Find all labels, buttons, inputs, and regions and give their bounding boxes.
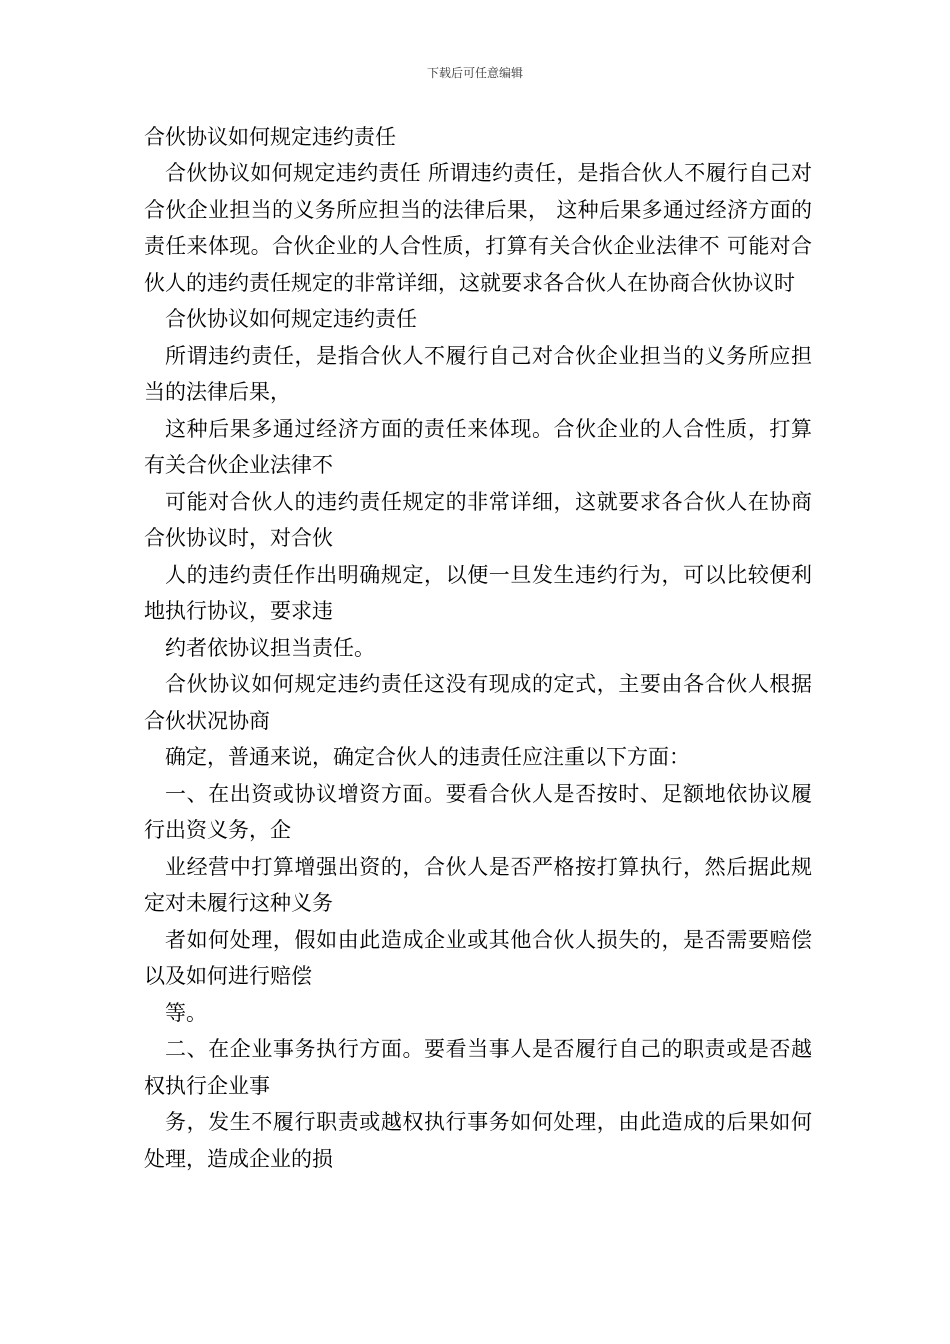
paragraph-13: 等。 (165, 1000, 207, 1025)
paragraph-9: 确定，普通来说，确定合伙人的违责任应注重以下方面： (165, 745, 690, 769)
paragraph-6: 人的违约责任作出明确规定，以便一旦发生违约行为，可以比较便利地执行协议，要求违 (144, 562, 812, 623)
document-title: 合伙协议如何规定违约责任 (144, 125, 396, 149)
paragraph-11: 业经营中打算增强出资的，合伙人是否严格按打算执行，然后据此规定对未履行这种义务 (144, 854, 812, 915)
paragraph-3: 所谓违约责任，是指合伙人不履行自己对合伙企业担当的义务所应担当的法律后果， (144, 343, 812, 404)
paragraph-7: 约者依协议担当责任。 (165, 635, 375, 660)
paragraph-1: 合伙协议如何规定违约责任 所谓违约责任，是指合伙人不履行自己对合伙企业担当的义务所应担当的法律后果， 这种后果多通过经济方面的责任来体现。合伙企业的人合性质，打算有关合伙企业法律不 可能对合伙人的违约责任规定的非常详细，这就要求各合伙人在协商合伙协议时 (144, 161, 812, 295)
paragraph-4: 这种后果多通过经济方面的责任来体现。合伙企业的人合性质，打算有关合伙企业法律不 (144, 416, 812, 477)
document-body (144, 119, 812, 1177)
header-note: 下载后可任意编辑 (426, 66, 523, 80)
paragraph-8: 合伙协议如何规定违约责任这没有现成的定式，主要由各合伙人根据合伙状况协商 (144, 672, 812, 733)
paragraph-2: 合伙协议如何规定违约责任 (165, 307, 417, 331)
paragraph-5: 可能对合伙人的违约责任规定的非常详细，这就要求各合伙人在协商合伙协议时，对合伙 (144, 489, 812, 550)
paragraph-12: 者如何处理，假如由此造成企业或其他合伙人损失的，是否需要赔偿以及如何进行赔偿 (144, 927, 812, 988)
paragraph-10: 一、在出资或协议增资方面。要看合伙人是否按时、足额地依协议履行出资义务，企 (144, 781, 812, 842)
paragraph-15: 务，发生不履行职责或越权执行事务如何处理，由此造成的后果如何处理，造成企业的损 (144, 1110, 812, 1171)
paragraph-14: 二、在企业事务执行方面。要看当事人是否履行自己的职责或是否越权执行企业事 (144, 1037, 812, 1098)
